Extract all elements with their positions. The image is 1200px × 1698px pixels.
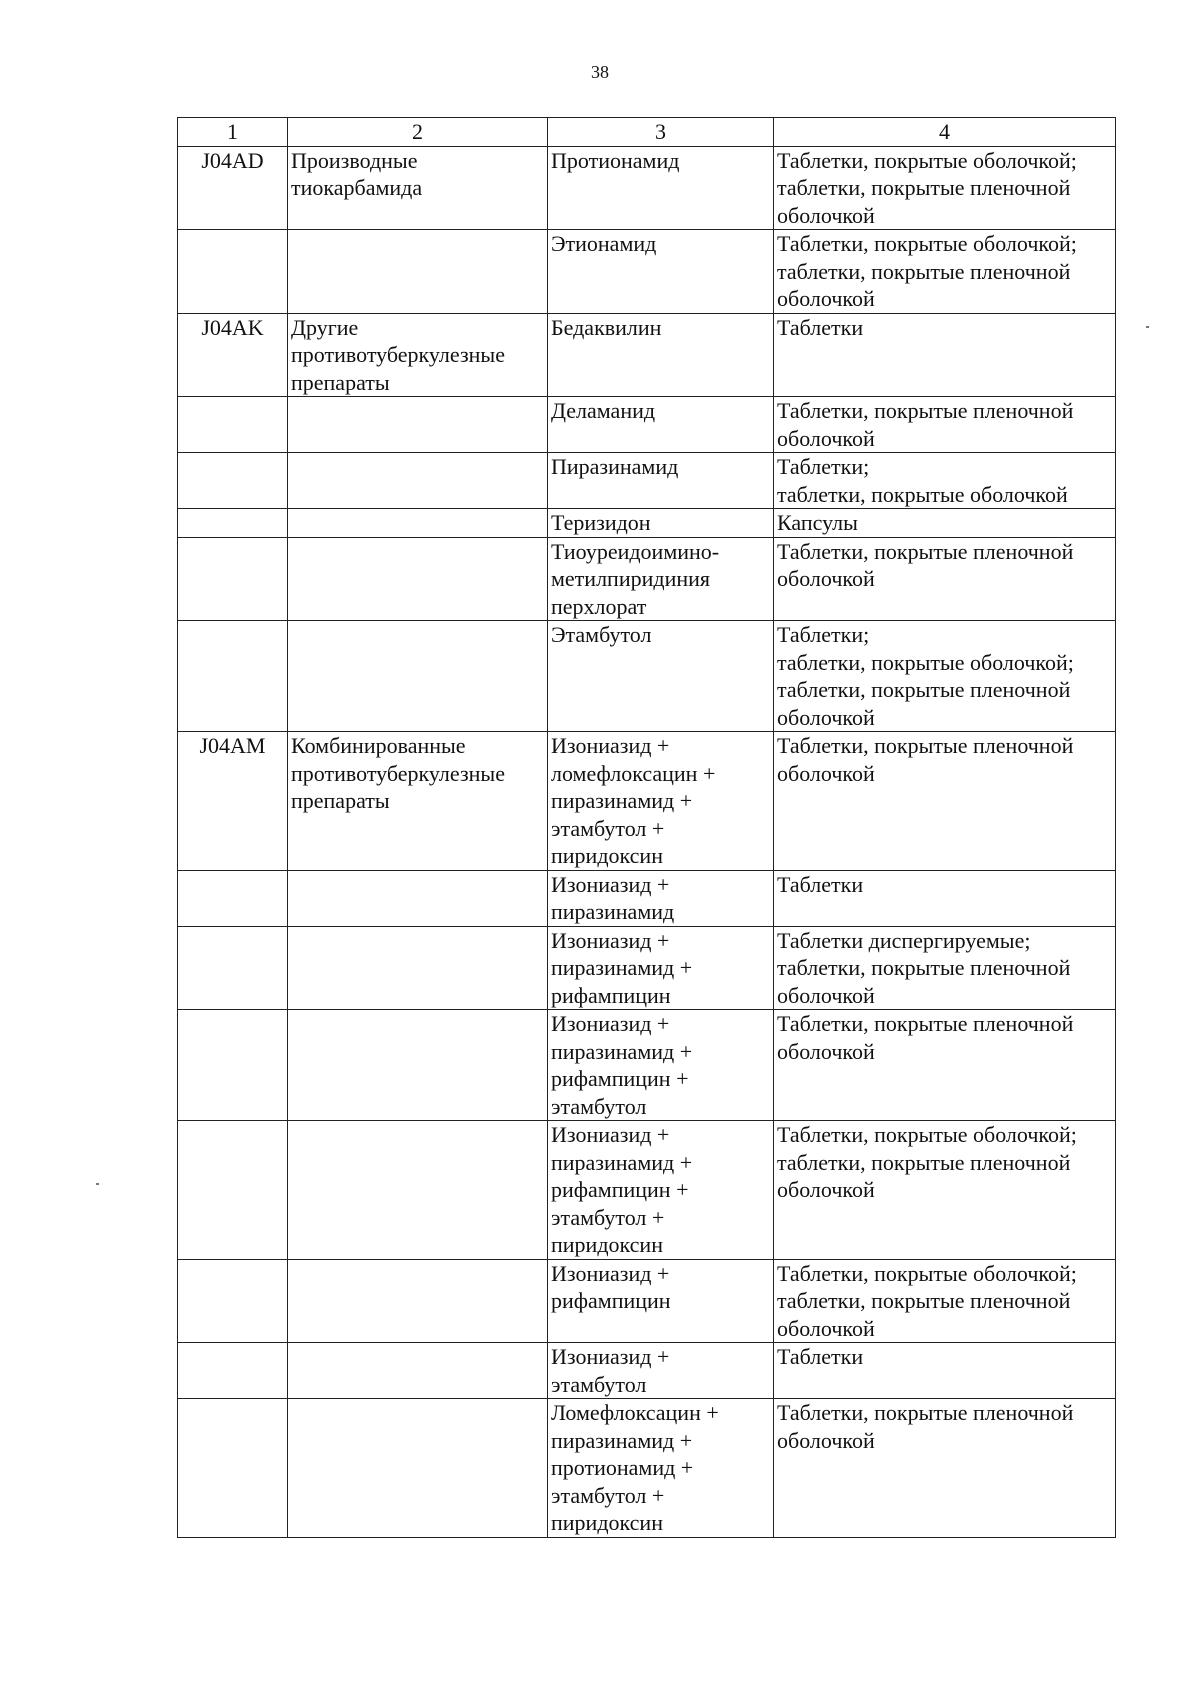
drug-table <box>177 117 1116 1538</box>
dosage-form-cell: Таблетки, покрытые оболочкой; таблетки, покрытые пленочной оболочкой <box>774 1259 1116 1343</box>
substance-cell: Пиразинамид <box>548 453 774 509</box>
dosage-form-cell: Таблетки, покрытые пленочной оболочкой <box>774 732 1116 871</box>
substance-cell: Ломефлоксацин + пиразинамид + протионамид + этамбутол + пиридоксин <box>548 1399 774 1538</box>
atc-code-cell <box>178 926 288 1010</box>
table-row <box>178 1010 1116 1121</box>
dosage-form-cell: Таблетки <box>774 313 1116 397</box>
group-name-cell: Комбинированные противотуберкулезные препараты <box>288 732 548 871</box>
substance-cell: Тиоуреидоимино- метилпиридиния перхлорат <box>548 537 774 621</box>
table-row <box>178 313 1116 397</box>
substance-cell: Протионамид <box>548 146 774 230</box>
substance-cell: Бедаквилин <box>548 313 774 397</box>
group-name-cell <box>288 537 548 621</box>
table-row <box>178 621 1116 732</box>
table-header-row <box>178 118 1116 147</box>
column-header: 1 <box>178 118 288 147</box>
dosage-form-cell: Таблетки диспергируемые; таблетки, покрытые пленочной оболочкой <box>774 926 1116 1010</box>
substance-cell: Изониазид + пиразинамид + рифампицин + этамбутол + пиридоксин <box>548 1121 774 1260</box>
atc-code-cell <box>178 397 288 453</box>
atc-code-cell: J04AK <box>178 313 288 397</box>
group-name-cell <box>288 1399 548 1538</box>
group-name-cell <box>288 870 548 926</box>
substance-cell: Изониазид + ломефлоксацин + пиразинамид + этамбутол + пиридоксин <box>548 732 774 871</box>
group-name-cell <box>288 621 548 732</box>
atc-code-cell: J04AD <box>178 146 288 230</box>
substance-cell: Изониазид + этамбутол <box>548 1343 774 1399</box>
dosage-form-cell: Таблетки, покрытые пленочной оболочкой <box>774 1399 1116 1538</box>
substance-cell: Этионамид <box>548 230 774 314</box>
group-name-cell <box>288 1010 548 1121</box>
table-body <box>178 146 1116 1537</box>
table-row <box>178 453 1116 509</box>
dosage-form-cell: Таблетки, покрытые оболочкой; таблетки, покрытые пленочной оболочкой <box>774 146 1116 230</box>
table-row <box>178 397 1116 453</box>
substance-cell: Изониазид + рифампицин <box>548 1259 774 1343</box>
group-name-cell: Другие противотуберкулезные препараты <box>288 313 548 397</box>
dosage-form-cell: Таблетки, покрытые пленочной оболочкой <box>774 537 1116 621</box>
group-name-cell <box>288 926 548 1010</box>
atc-code-cell <box>178 1343 288 1399</box>
column-header: 2 <box>288 118 548 147</box>
atc-code-cell <box>178 621 288 732</box>
substance-cell: Изониазид + пиразинамид + рифампицин <box>548 926 774 1010</box>
table-row <box>178 926 1116 1010</box>
group-name-cell: Производные тиокарбамида <box>288 146 548 230</box>
group-name-cell <box>288 230 548 314</box>
dosage-form-cell: Капсулы <box>774 509 1116 538</box>
table-row <box>178 1259 1116 1343</box>
dosage-form-cell: Таблетки; таблетки, покрытые оболочкой; таблетки, покрытые пленочной оболочкой <box>774 621 1116 732</box>
group-name-cell <box>288 1343 548 1399</box>
dosage-form-cell: Таблетки, покрытые оболочкой; таблетки, покрытые пленочной оболочкой <box>774 230 1116 314</box>
table-row <box>178 146 1116 230</box>
substance-cell: Изониазид + пиразинамид + рифампицин + этамбутол <box>548 1010 774 1121</box>
table-row <box>178 732 1116 871</box>
atc-code-cell <box>178 1010 288 1121</box>
dosage-form-cell: Таблетки <box>774 870 1116 926</box>
atc-code-cell <box>178 453 288 509</box>
scan-speck <box>1146 326 1149 328</box>
table-row <box>178 1121 1116 1260</box>
scan-speck <box>96 1183 99 1185</box>
atc-code-cell <box>178 537 288 621</box>
substance-cell: Изониазид + пиразинамид <box>548 870 774 926</box>
table-row <box>178 870 1116 926</box>
dosage-form-cell: Таблетки, покрытые пленочной оболочкой <box>774 1010 1116 1121</box>
substance-cell: Деламанид <box>548 397 774 453</box>
atc-code-cell: J04AM <box>178 732 288 871</box>
atc-code-cell <box>178 1259 288 1343</box>
group-name-cell <box>288 1259 548 1343</box>
atc-code-cell <box>178 1121 288 1260</box>
column-header: 3 <box>548 118 774 147</box>
atc-code-cell <box>178 509 288 538</box>
table-row <box>178 509 1116 538</box>
table-row <box>178 1399 1116 1538</box>
dosage-form-cell: Таблетки, покрытые оболочкой; таблетки, покрытые пленочной оболочкой <box>774 1121 1116 1260</box>
column-header: 4 <box>774 118 1116 147</box>
atc-code-cell <box>178 1399 288 1538</box>
substance-cell: Этамбутол <box>548 621 774 732</box>
dosage-form-cell: Таблетки, покрытые пленочной оболочкой <box>774 397 1116 453</box>
table-row <box>178 537 1116 621</box>
group-name-cell <box>288 1121 548 1260</box>
group-name-cell <box>288 397 548 453</box>
table-row <box>178 1343 1116 1399</box>
substance-cell: Теризидон <box>548 509 774 538</box>
dosage-form-cell: Таблетки; таблетки, покрытые оболочкой <box>774 453 1116 509</box>
page-number: 38 <box>591 62 609 82</box>
atc-code-cell <box>178 870 288 926</box>
atc-code-cell <box>178 230 288 314</box>
group-name-cell <box>288 453 548 509</box>
group-name-cell <box>288 509 548 538</box>
dosage-form-cell: Таблетки <box>774 1343 1116 1399</box>
table-row <box>178 230 1116 314</box>
